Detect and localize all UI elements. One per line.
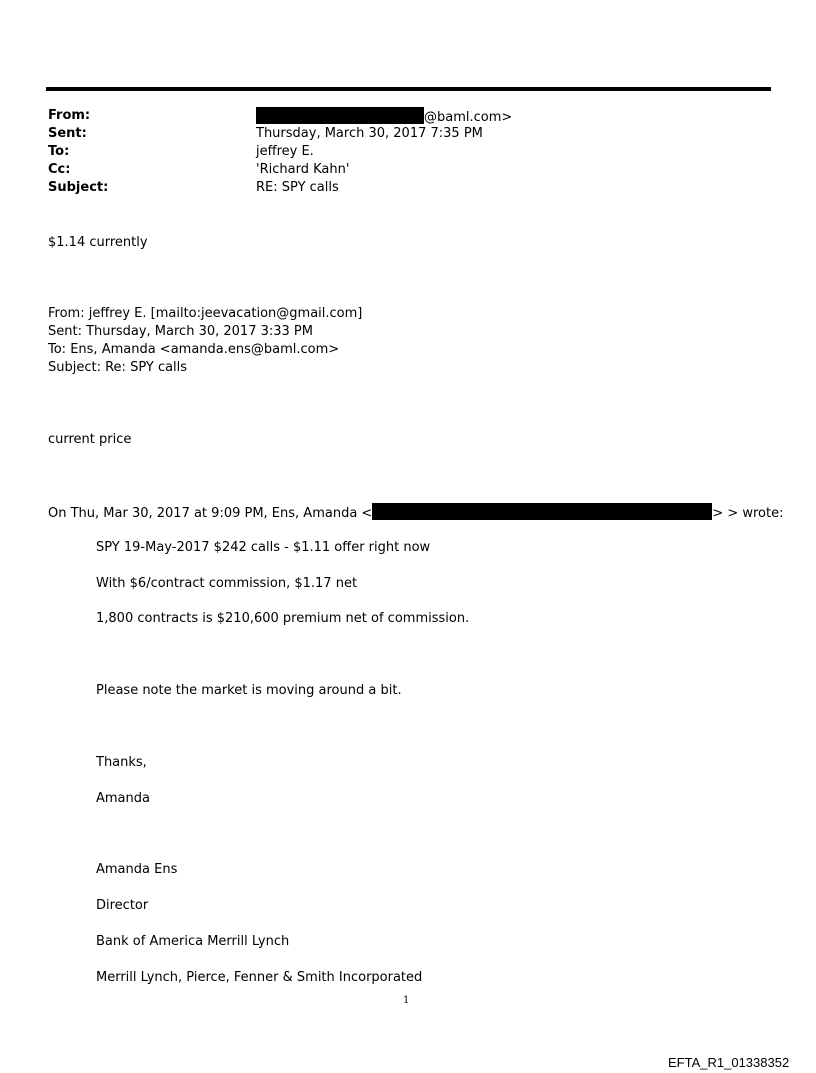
quoted-sent: Sent: Thursday, March 30, 2017 3:33 PM [48, 324, 313, 339]
quote-line-market-note: Please note the market is moving around a bit. [96, 683, 402, 698]
quote-line-thanks: Thanks, [96, 755, 147, 770]
from-email-domain: @baml.com> [424, 110, 513, 125]
subject-value: RE: SPY calls [256, 180, 339, 195]
quoted-text: current price [48, 432, 132, 447]
from-value [256, 107, 512, 127]
cc-label: Cc: [48, 162, 71, 177]
document-id: EFTA_R1_01338352 [668, 1055, 790, 1070]
subject-label: Subject: [48, 180, 109, 195]
sent-label: Sent: [48, 126, 87, 141]
quoted-from: From: jeffrey E. [mailto:jeevacation@gmail.com] [48, 306, 363, 321]
signature-entity: Merrill Lynch, Pierce, Fenner & Smith Incorporated [96, 970, 423, 985]
quoted-subject: Subject: Re: SPY calls [48, 360, 188, 375]
signature-title: Director [96, 898, 149, 913]
on-wrote-prefix: On Thu, Mar 30, 2017 at 9:09 PM, Ens, Amanda < [48, 506, 373, 521]
quoted-to: To: Ens, Amanda <amanda.ens@baml.com> [48, 342, 340, 357]
on-wrote-suffix: > > wrote: [712, 506, 784, 521]
signature-company: Bank of America Merrill Lynch [96, 934, 290, 949]
redaction-block [256, 107, 424, 124]
quote-line-offer: SPY 19-May-2017 $242 calls - $1.11 offer right now [96, 540, 431, 555]
reply-text: $1.14 currently [48, 235, 148, 250]
quote-line-signoff: Amanda [96, 791, 150, 806]
quote-line-commission: With $6/contract commission, $1.17 net [96, 576, 358, 591]
signature-name: Amanda Ens [96, 862, 178, 877]
header-divider [46, 87, 771, 91]
page-number: 1 [403, 995, 410, 1006]
cc-value: 'Richard Kahn' [256, 162, 350, 177]
to-value: jeffrey E. [256, 144, 314, 159]
sent-value: Thursday, March 30, 2017 7:35 PM [256, 126, 483, 141]
quote-line-contracts: 1,800 contracts is $210,600 premium net of commission. [96, 611, 470, 626]
redaction-block [372, 503, 712, 520]
on-wrote-line [48, 503, 783, 523]
from-label: From: [48, 108, 91, 123]
to-label: To: [48, 144, 70, 159]
